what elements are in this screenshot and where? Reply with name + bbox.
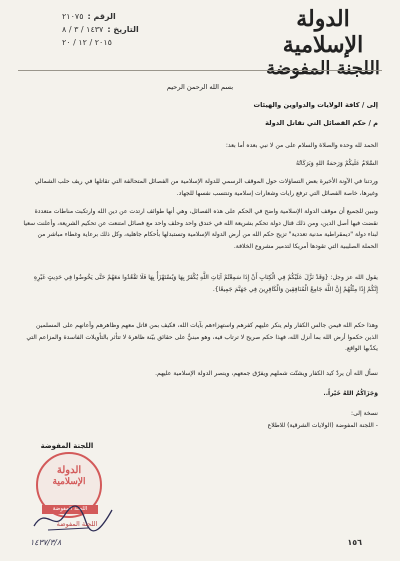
- paragraph-3: يقول الله عز وجل: {وَقَدْ نَزَّلَ عَلَيْكُمْ فِي الْكِتَابِ أَنْ إِذَا سَمِعْتُمْ آيَاتِ اللَّهِ يُكْفَرُ بِهَا وَيُسْتَهْزَأُ بِهَا فَلَا تَقْعُدُوا مَعَهُمْ حَتَّى يَخُوضُوا فِي حَدِيثٍ غَيْرِهِ إِنَّكُمْ إِذًا مِثْلُهُمْ إِنَّ اللَّهَ جَامِعُ الْمُنَافِقِينَ وَالْكَافِرِينَ فِي جَهَنَّمَ جَمِيعًا}.: [33, 274, 378, 293]
- logo-title: الدولة الإسلامية: [282, 6, 364, 58]
- meta-date-greg-row: [62, 36, 172, 49]
- paragraph-1: وردتنا في الآونة الأخيرة بعض التساؤلات حول الموقف الرسمي للدولة الإسلامية من الفصائل المتحالفة التي تقاتلها في ريف حلب الشمالي وغيرها، خاصة الفصائل التي ترفع رايات وشعارات إسلامية وتنتسب نفسها للجهاد.: [34, 178, 378, 197]
- closing-line: وَجَزَاكُمُ اللهُ خَيْراً..: [323, 390, 378, 397]
- handwritten-signature: [28, 498, 118, 538]
- stamp-caption: اللجنة المفوضة: [56, 520, 98, 528]
- header-divider: [18, 70, 382, 71]
- number-label: الرقم :: [87, 12, 116, 21]
- document-meta: [62, 10, 172, 49]
- paragraph-2: ونبين للجميع أن موقف الدولة الإسلامية واضح في الحكم على هذه الفصائل، وهي أنها طوائف ارتدت عن دين الله وارتكبت مناطات متعددة نقضت فيها أصل الدين، ومن ذلك قتال دولة تحكم بشريعة الله في خندق واحد وحلف واحد مع فصائل امتنعت عن تحكيم الشريعة، وأعلنت سعيا لبناء دولة "ديمقراطية مدنية تعددية" تزيح حكم الله من أرض الدولة الإسلامية وتستبدلها بأحكام جاهلية، وكل ذلك برعاية وغطاء مباشر من الحملة الصليبية التي تقودها أمريكا لتدمير مشروع الخلافة.: [23, 208, 378, 250]
- stamp-band: اللجنة المفوضة: [42, 505, 98, 514]
- paragraph-4: وهذا حكم الله فيمن جالس الكفار ولم ينكر عليهم كفرهم واستهزاءهم بآيات الله، فكيف بمن قاتل معهم وظاهرهم وأعانهم على المسلمين الذين حكموا أرض الله بما أنزل الله، فهذا حكم صريح لا ترتاب فيه، وهو مبنيٌّ على حقائق بيّنة ظاهرة لا تتأثر بالتأويلات الفاسدة والمزاعم التي يكذّبها الواقع.: [26, 322, 378, 353]
- date-label: التاريخ :: [107, 25, 139, 34]
- header-logo: [264, 6, 382, 79]
- page-number: ١٥٦: [347, 538, 362, 547]
- number-value: ٢١٠٧٥: [62, 12, 84, 21]
- stamp-line-2: الإسلامية: [52, 477, 86, 487]
- copy-label: نسخة إلى:: [351, 410, 378, 417]
- subject-line: م / حكم الفصائل التي تقاتل الدولة: [265, 119, 378, 127]
- recipient-line: إلى / كافة الولايات والدواوين والهيئات: [253, 101, 378, 109]
- meta-date-row: [62, 23, 172, 36]
- basmala: بسم الله الرحمن الرحيم: [166, 83, 234, 91]
- copy-recipient: - اللجنة المفوضة (الولايات الشرقية) للاطلاع: [267, 422, 378, 429]
- logo-subtitle: اللجنة المفوضة: [266, 58, 380, 79]
- signature-committee: اللجنة المفوضة: [40, 442, 94, 450]
- meta-number-row: [62, 10, 172, 23]
- opening-line: الحمد لله وحده والصلاة والسلام على من لا نبي بعده أما بعد:: [225, 142, 378, 149]
- handwritten-date: ١٤٣٧/٣/٨: [30, 538, 62, 547]
- date-gregorian: ٢٠١٥ / ١٢ / ٢٠: [62, 38, 112, 47]
- paragraph-5: نسأل الله أن يردّ كيد الكفار ويشتّت شملهم ويفرّق جمعهم، وينصر الدولة الإسلامية عليهم.: [155, 370, 378, 377]
- salam-line: السَّلامُ عَلَيكُمْ وَرَحمَةُ اللهِ وَبَرَكَاتُهُ: [295, 160, 378, 167]
- date-hijri: ١٤٣٧ / ٣ / ٨: [62, 25, 104, 34]
- stamp-line-1: الدولة: [56, 465, 82, 476]
